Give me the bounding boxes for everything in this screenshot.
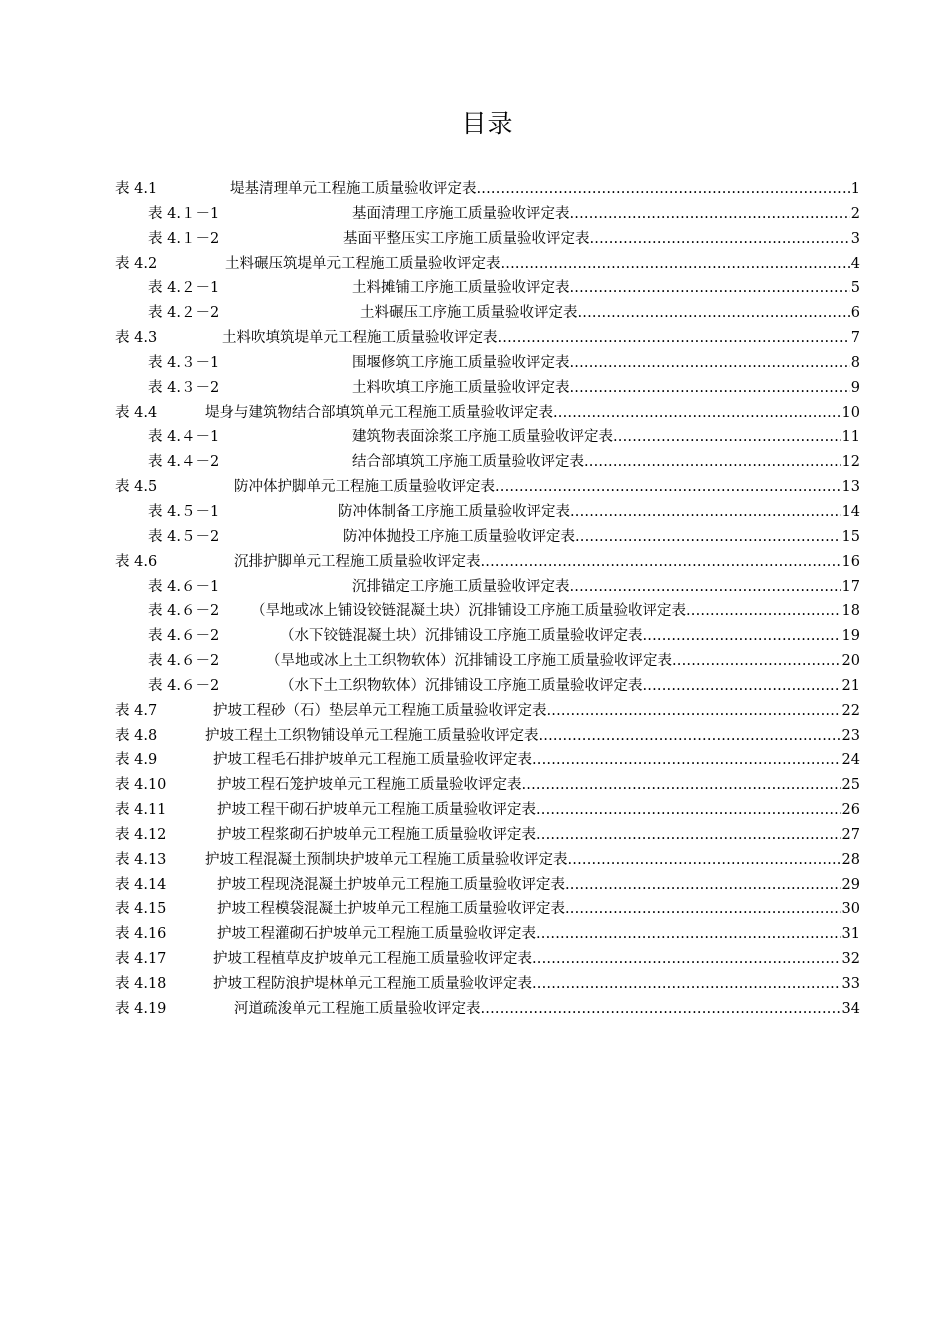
toc-entry[interactable] xyxy=(115,873,860,898)
toc-entry-number: 表 4.4 xyxy=(115,404,158,421)
toc-entry-page: 14 xyxy=(841,503,860,520)
toc-entry-title: 防冲体护脚单元工程施工质量验收评定表 xyxy=(234,479,495,496)
toc-entry-number: 表 4.５－2 xyxy=(148,528,220,545)
toc-entry[interactable] xyxy=(115,177,860,202)
toc-entry-title: （旱地或冰上土工织物软体）沉排铺设工序施工质量验收评定表 xyxy=(266,653,672,670)
toc-entry-number: 表 4.19 xyxy=(115,1000,167,1017)
dot-leader xyxy=(570,500,841,525)
toc-entry-title: （水下土工织物软体）沉排铺设工序施工质量验收评定表 xyxy=(280,677,643,694)
toc-entry[interactable] xyxy=(115,425,860,450)
toc-entry-number: 表 4.18 xyxy=(115,976,167,992)
dot-leader xyxy=(643,674,841,699)
toc-entry-title: 护坡工程混凝土预制块护坡单元工程施工质量验收评定表 xyxy=(205,851,568,868)
toc-entry-number: 表 4.8 xyxy=(115,727,158,744)
dot-leader xyxy=(547,699,841,724)
toc-entry[interactable] xyxy=(115,848,860,873)
dot-leader xyxy=(495,475,841,500)
toc-entry-title: 护坡工程灌砌石护坡单元工程施工质量验收评定表 xyxy=(217,926,536,943)
toc-entry-number: 表 4.17 xyxy=(115,951,167,968)
toc-entry-page: 32 xyxy=(841,951,860,968)
toc-entry[interactable] xyxy=(115,724,860,749)
dot-leader xyxy=(613,425,841,450)
toc-entry[interactable] xyxy=(115,823,860,848)
toc-entry-page: 17 xyxy=(841,578,860,595)
toc-entry-title: 护坡工程干砌石护坡单元工程施工质量验收评定表 xyxy=(217,802,536,819)
toc-entry-number: 表 4.３－2 xyxy=(148,379,220,396)
toc-entry-number: 表 4.４－2 xyxy=(148,454,220,471)
toc-entry[interactable] xyxy=(115,301,860,326)
toc-entry[interactable] xyxy=(115,252,860,277)
toc-entry[interactable] xyxy=(115,674,860,699)
toc-entry-title: 土料摊铺工序施工质量验收评定表 xyxy=(352,280,570,297)
toc-entry-number: 表 4.14 xyxy=(115,876,167,893)
toc-entry-page: 11 xyxy=(841,429,860,446)
toc-entry-number: 表 4.9 xyxy=(115,752,158,769)
toc-entry-page: 34 xyxy=(841,1000,860,1017)
toc-entry[interactable] xyxy=(115,798,860,823)
toc-entry-title: 沉排护脚单元工程施工质量验收评定表 xyxy=(234,553,481,570)
dot-leader xyxy=(532,972,841,997)
toc-entry-page: 13 xyxy=(841,479,860,496)
dot-leader xyxy=(672,649,841,674)
toc-entry[interactable] xyxy=(115,550,860,575)
toc-entry-title: 沉排锚定工序施工质量验收评定表 xyxy=(352,578,570,595)
toc-entry-number: 表 4.６－2 xyxy=(148,628,220,645)
toc-entry[interactable] xyxy=(115,202,860,227)
dot-leader xyxy=(570,276,850,301)
toc-entry-page: 9 xyxy=(850,379,860,396)
toc-entry-page: 8 xyxy=(850,354,860,371)
toc-entry-number: 表 4.12 xyxy=(115,826,167,843)
toc-entry-page: 24 xyxy=(841,752,860,769)
toc-entry-title: 防冲体制备工序施工质量验收评定表 xyxy=(338,503,570,520)
toc-entry-page: 30 xyxy=(841,901,860,918)
toc-list xyxy=(115,177,860,1022)
toc-entry-page: 25 xyxy=(841,777,860,794)
toc-entry-title: 土料吹填工序施工质量验收评定表 xyxy=(352,379,570,396)
dot-leader xyxy=(498,326,850,351)
toc-entry[interactable] xyxy=(115,699,860,724)
toc-entry-title: 防冲体抛投工序施工质量验收评定表 xyxy=(343,528,575,545)
toc-entry[interactable] xyxy=(115,575,860,600)
toc-entry-page: 7 xyxy=(850,330,860,347)
toc-entry-number: 表 4.４－1 xyxy=(148,429,220,446)
toc-entry-number: 表 4.６－2 xyxy=(148,677,220,694)
toc-entry-page: 19 xyxy=(841,628,860,645)
toc-entry-number: 表 4.１－2 xyxy=(148,230,220,247)
toc-entry[interactable] xyxy=(115,649,860,674)
toc-entry-title: 土料碾压工序施工质量验收评定表 xyxy=(360,305,578,322)
toc-entry-number: 表 4.６－2 xyxy=(148,653,220,670)
toc-entry-number: 表 4.２－2 xyxy=(148,305,220,322)
toc-title: 目录 xyxy=(461,109,514,138)
toc-entry-page: 29 xyxy=(841,876,860,893)
toc-entry-number: 表 4.2 xyxy=(115,255,158,272)
toc-entry-number: 表 4.1 xyxy=(115,181,158,197)
toc-entry-page: 26 xyxy=(841,802,860,819)
toc-entry-title: 护坡工程模袋混凝土护坡单元工程施工质量验收评定表 xyxy=(217,901,565,918)
toc-entry[interactable] xyxy=(115,922,860,947)
toc-entry-page: 18 xyxy=(841,603,860,620)
toc-entry-title: 基面平整压实工序施工质量验收评定表 xyxy=(343,230,590,247)
toc-entry[interactable] xyxy=(115,748,860,773)
toc-entry-title: 河道疏浚单元工程施工质量验收评定表 xyxy=(234,1000,481,1017)
toc-entry-title: 围堰修筑工序施工质量验收评定表 xyxy=(352,354,570,371)
toc-entry[interactable] xyxy=(115,997,860,1022)
toc-entry-page: 4 xyxy=(850,255,860,272)
dot-leader xyxy=(501,252,850,277)
toc-entry[interactable] xyxy=(115,227,860,252)
dot-leader xyxy=(570,376,850,401)
dot-leader xyxy=(536,798,841,823)
toc-entry[interactable] xyxy=(115,525,860,550)
toc-entry-title: 土料吹填筑堤单元工程施工质量验收评定表 xyxy=(222,330,498,347)
toc-entry-page: 20 xyxy=(841,653,860,670)
toc-entry-number: 表 4.１－1 xyxy=(148,205,220,222)
toc-entry-page: 31 xyxy=(841,926,860,943)
toc-entry[interactable] xyxy=(115,351,860,376)
toc-entry-title: 护坡工程石笼护坡单元工程施工质量验收评定表 xyxy=(217,777,522,794)
dot-leader xyxy=(565,897,841,922)
toc-entry-page: 12 xyxy=(841,454,860,471)
toc-entry-page: 15 xyxy=(841,528,860,545)
toc-entry-number: 表 4.3 xyxy=(115,330,158,347)
toc-entry-title: 基面清理工序施工质量验收评定表 xyxy=(352,205,570,222)
dot-leader xyxy=(477,177,850,202)
toc-entry-page: 23 xyxy=(841,727,860,744)
dot-leader xyxy=(570,202,850,227)
dot-leader xyxy=(686,599,841,624)
toc-entry-title: 护坡工程防浪护堤林单元工程施工质量验收评定表 xyxy=(213,976,532,992)
toc-entry-page: 21 xyxy=(841,677,860,694)
toc-entry[interactable] xyxy=(115,897,860,922)
toc-entry-number: 表 4.15 xyxy=(115,901,167,918)
dot-leader xyxy=(570,351,850,376)
dot-leader xyxy=(532,947,841,972)
toc-entry-page: 3 xyxy=(850,230,860,247)
toc-entry-number: 表 4.13 xyxy=(115,851,167,868)
dot-leader xyxy=(643,624,841,649)
toc-entry-page: 16 xyxy=(841,553,860,570)
toc-entry[interactable] xyxy=(115,773,860,798)
toc-entry-page: 27 xyxy=(841,826,860,843)
toc-entry-number: 表 4.10 xyxy=(115,777,167,794)
dot-leader xyxy=(532,748,841,773)
dot-leader xyxy=(584,450,841,475)
toc-entry-page: 6 xyxy=(850,305,860,322)
toc-entry-number: 表 4.６－1 xyxy=(148,578,220,595)
toc-entry[interactable] xyxy=(115,276,860,301)
dot-leader xyxy=(553,401,841,426)
toc-entry-number: 表 4.5 xyxy=(115,479,158,496)
toc-entry-number: 表 4.５－1 xyxy=(148,503,220,520)
dot-leader xyxy=(536,823,841,848)
toc-entry-number: 表 4.16 xyxy=(115,926,167,943)
dot-leader xyxy=(575,525,841,550)
toc-entry-title: 护坡工程土工织物铺设单元工程施工质量验收评定表 xyxy=(205,727,539,744)
toc-entry-title: 护坡工程浆砌石护坡单元工程施工质量验收评定表 xyxy=(217,826,536,843)
toc-entry[interactable] xyxy=(115,972,860,997)
dot-leader xyxy=(565,873,841,898)
dot-leader xyxy=(590,227,850,252)
dot-leader xyxy=(570,575,841,600)
toc-entry-number: 表 4.6 xyxy=(115,553,158,570)
toc-entry-title: 护坡工程毛石排护坡单元工程施工质量验收评定表 xyxy=(213,752,532,769)
toc-entry[interactable] xyxy=(115,947,860,972)
toc-entry-title: 结合部填筑工序施工质量验收评定表 xyxy=(352,454,584,471)
dot-leader xyxy=(536,922,841,947)
toc-entry[interactable] xyxy=(115,326,860,351)
toc-entry-title: 建筑物表面涂浆工序施工质量验收评定表 xyxy=(352,429,613,446)
dot-leader xyxy=(522,773,841,798)
toc-entry-page: 5 xyxy=(850,280,860,297)
toc-entry-number: 表 4.11 xyxy=(115,802,167,819)
toc-entry-number: 表 4.６－2 xyxy=(148,603,220,620)
toc-entry-title: 土料碾压筑堤单元工程施工质量验收评定表 xyxy=(225,255,501,272)
toc-entry-title: （旱地或冰上铺设铰链混凝土块）沉排铺设工序施工质量验收评定表 xyxy=(251,603,686,620)
toc-entry[interactable] xyxy=(115,475,860,500)
toc-entry-page: 22 xyxy=(841,702,860,719)
toc-entry-page: 33 xyxy=(841,976,860,992)
toc-entry[interactable] xyxy=(115,500,860,525)
toc-entry-title: 堤基清理单元工程施工质量验收评定表 xyxy=(230,181,477,197)
dot-leader xyxy=(481,997,841,1022)
dot-leader xyxy=(578,301,850,326)
dot-leader xyxy=(539,724,841,749)
toc-entry-number: 表 4.7 xyxy=(115,702,158,719)
toc-entry-page: 1 xyxy=(850,181,860,197)
toc-entry[interactable] xyxy=(115,624,860,649)
dot-leader xyxy=(481,550,841,575)
toc-entry[interactable] xyxy=(115,599,860,624)
toc-entry-page: 28 xyxy=(841,851,860,868)
toc-entry[interactable] xyxy=(115,401,860,426)
toc-entry-title: 护坡工程现浇混凝土护坡单元工程施工质量验收评定表 xyxy=(217,876,565,893)
toc-entry-title: 堤身与建筑物结合部填筑单元工程施工质量验收评定表 xyxy=(205,404,553,421)
dot-leader xyxy=(568,848,841,873)
toc-entry[interactable] xyxy=(115,376,860,401)
toc-entry-title: （水下铰链混凝土块）沉排铺设工序施工质量验收评定表 xyxy=(280,628,643,645)
toc-entry-title: 护坡工程砂（石）垫层单元工程施工质量验收评定表 xyxy=(213,702,547,719)
toc-entry-page: 10 xyxy=(841,404,860,421)
toc-entry-page: 2 xyxy=(850,205,860,222)
toc-entry[interactable] xyxy=(115,450,860,475)
toc-entry-title: 护坡工程植草皮护坡单元工程施工质量验收评定表 xyxy=(213,951,532,968)
toc-entry-number: 表 4.２－1 xyxy=(148,280,220,297)
toc-entry-number: 表 4.３－1 xyxy=(148,354,220,371)
